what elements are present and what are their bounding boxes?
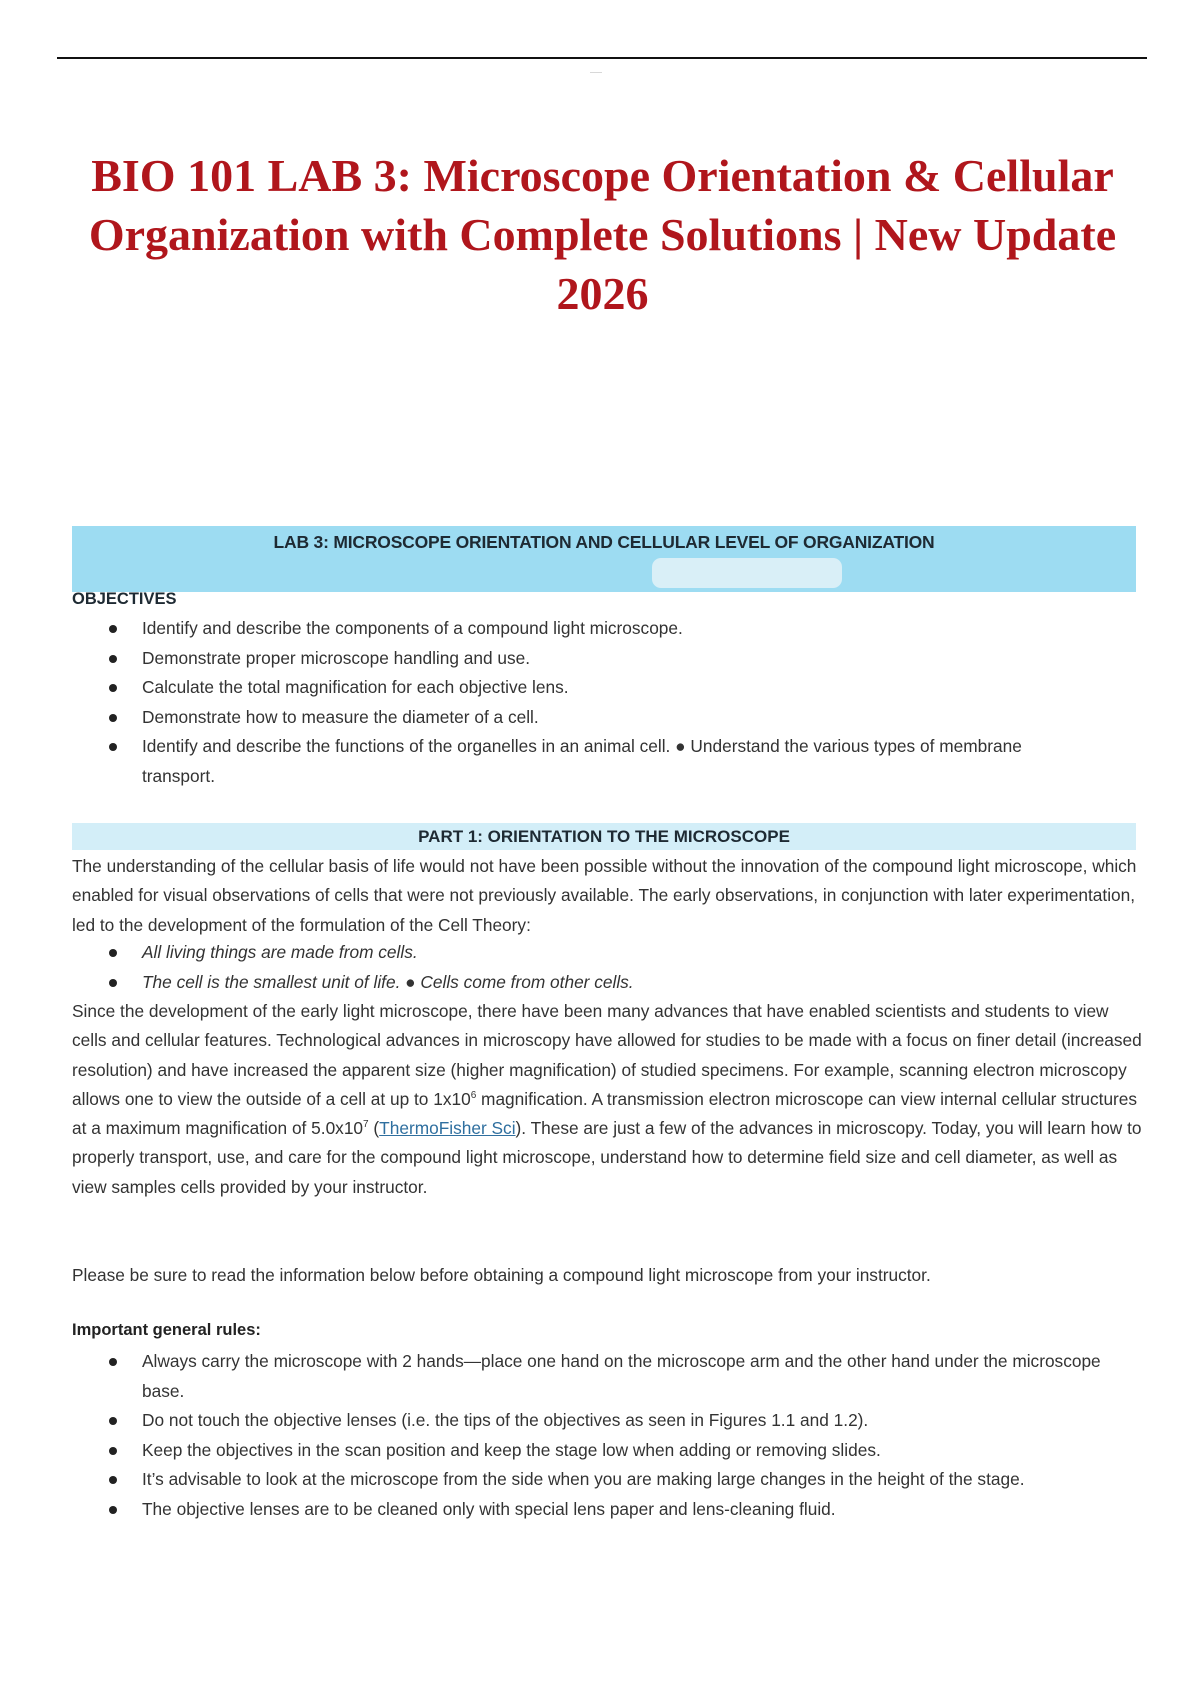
- exponent-six: 6: [470, 1090, 477, 1102]
- document-title: BIO 101 LAB 3: Microscope Orientation & Cellular Organization with Complete Solutions | New Update 2026: [88, 150, 1117, 319]
- lab-header-title: LAB 3: MICROSCOPE ORIENTATION AND CELLULAR LEVEL OF ORGANIZATION: [273, 532, 935, 552]
- rules-label: Important general rules:: [72, 1321, 261, 1339]
- advances-paragraph: [72, 997, 1144, 1202]
- objective-item: Identify and describe the functions of the organelles in an animal cell. ● Understand the various types of membrane transport.: [72, 732, 1077, 791]
- advances-text: ). These are just a few of the advances in microscopy. Today, you will learn how to properly transport, use, and care for the compound light microscope, understand how to determine field size and cell diameter, as well as view samples cells provided by your instructor.: [72, 1118, 1142, 1197]
- part1-header-banner: [72, 823, 1136, 850]
- thermofisher-link[interactable]: ThermoFisher Sci: [379, 1118, 516, 1139]
- cell-theory-item: The cell is the smallest unit of life. ● Cells come from other cells.: [72, 968, 1132, 998]
- lab-header-banner: [72, 526, 1136, 592]
- rule-item: Do not touch the objective lenses (i.e. the tips of the objectives as seen in Figures 1.1 and 1.2).: [72, 1406, 1112, 1436]
- exponent-seven: 7: [363, 1119, 369, 1131]
- cell-theory-list: [72, 938, 1132, 997]
- advances-text: Since the development of the early light microscope, there have been many advances that have enabled scientists and students to view cells and cellular features. Technological advances in microscopy have allowed for studies to be made with a focus on finer detail (increased resolution) and have increased the apparent size (higher magnification) of studied specimens. For example, scanning electron microscopy allows one to view the outside of a cell at up to 1x10: [72, 1001, 1142, 1109]
- rule-item: Always carry the microscope with 2 hands—place one hand on the microscope arm and the other hand under the microscope base.: [72, 1347, 1112, 1406]
- rule-item: Keep the objectives in the scan position and keep the stage low when adding or removing slides.: [72, 1436, 1112, 1466]
- advances-text: magnification. A transmission electron microscope can view internal cellular structures at a maximum magnification of 5.0x10: [72, 1088, 1138, 1139]
- objective-item: Demonstrate proper microscope handling and use.: [72, 644, 1077, 674]
- objective-item: Calculate the total magnification for each objective lens.: [72, 673, 1077, 703]
- cell-theory-item: All living things are made from cells.: [72, 938, 1132, 968]
- rule-item: The objective lenses are to be cleaned only with special lens paper and lens-cleaning fluid.: [72, 1495, 1112, 1525]
- objectives-label: OBJECTIVES: [72, 590, 177, 608]
- part1-title: PART 1: ORIENTATION TO THE MICROSCOPE: [418, 827, 790, 846]
- rule-item: It’s advisable to look at the microscope from the side when you are making large changes in the height of the stage.: [72, 1465, 1112, 1495]
- objective-item: Identify and describe the components of a compound light microscope.: [72, 614, 1077, 644]
- objectives-list: [72, 614, 1077, 791]
- redaction-box: [652, 558, 842, 588]
- objective-item: Demonstrate how to measure the diameter of a cell.: [72, 703, 1077, 733]
- rules-list: [72, 1347, 1112, 1524]
- please-note: Please be sure to read the information below before obtaining a compound light microscope from your instructor.: [72, 1265, 931, 1285]
- intro-paragraph: The understanding of the cellular basis of life would not have been possible without the innovation of the compound light microscope, which enabled for visual observations of cells that were not previously available. The early observations, in conjunction with later experimentation, led to the development of the formulation of the Cell Theory:: [72, 856, 1137, 935]
- advances-text: (: [368, 1118, 380, 1139]
- header-mark: ------: [590, 70, 602, 76]
- top-rule: [57, 57, 1147, 59]
